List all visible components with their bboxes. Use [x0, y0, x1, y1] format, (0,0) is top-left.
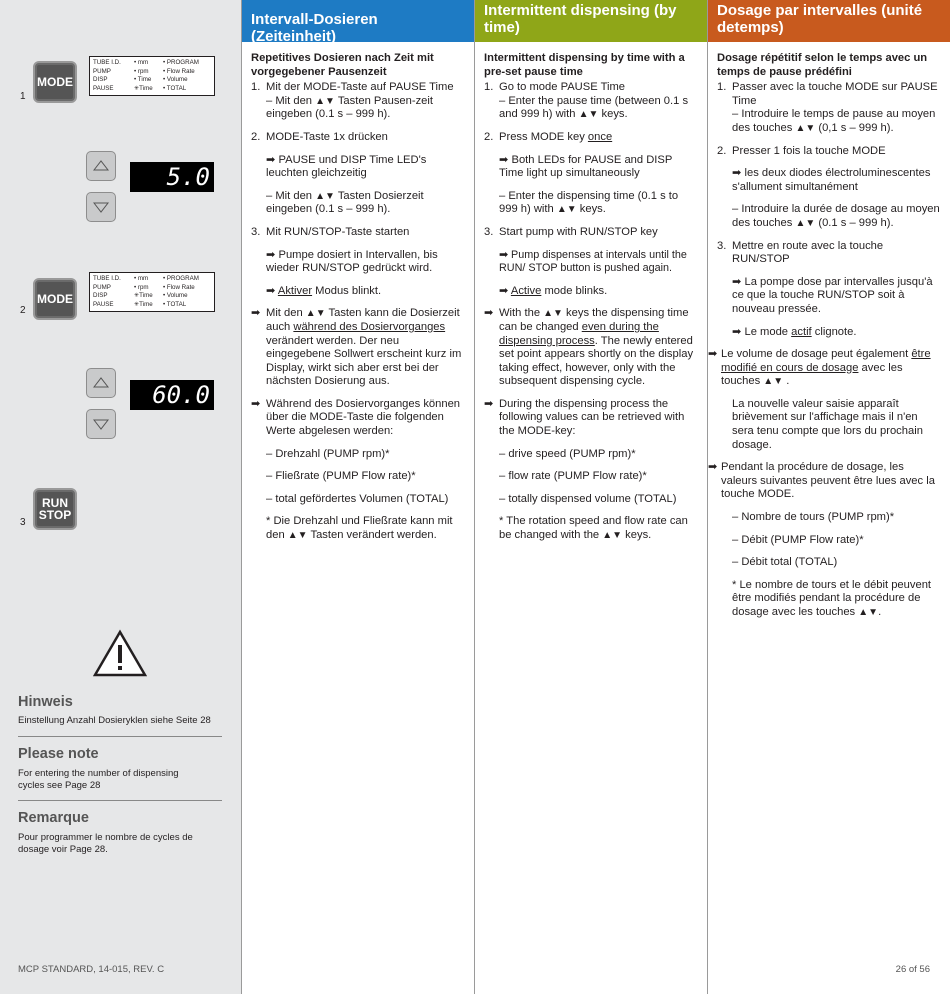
- up-down-icon: ▲▼: [305, 308, 326, 320]
- panel-cell: • rpm: [134, 283, 149, 291]
- arrow-right-icon: ➡: [732, 325, 742, 338]
- arrow-right-icon: ➡: [266, 248, 276, 261]
- step-2: 2. MODE-Taste 1x drücken: [251, 130, 388, 143]
- step-text: MODE-Taste 1x drücken: [266, 130, 388, 143]
- panel-cell: ✳Time: [134, 84, 153, 92]
- divider: [18, 736, 222, 737]
- note-text: La nouvelle valeur saisie apparaît brièvement sur l'affichage mais il n'en sera tenu compte que lors du prochain dosage.: [732, 397, 923, 451]
- divider: [18, 800, 222, 801]
- list-item: – Drehzahl (PUMP rpm)*: [266, 447, 390, 460]
- arrow-right-icon: ➡: [732, 275, 742, 288]
- note: ➡ With the ▲▼ keys the dispensing time can be changed even during the dispensing process. The newly entered set point appears shortly on the display taking effect, however, only with the subsequent dispensing cycle.: [484, 307, 694, 388]
- french-column: [708, 0, 950, 994]
- arrow-right-icon: ➡: [484, 307, 494, 320]
- document-id: MCP STANDARD, 14-015, REV. C: [18, 964, 165, 975]
- step-2: 2. Press MODE key once: [484, 130, 613, 143]
- panel-cell: PAUSE: [93, 300, 114, 308]
- run-stop-button: [33, 488, 77, 530]
- panel-cell: • Volume: [163, 292, 188, 299]
- arrow-right-icon: ➡: [708, 461, 718, 474]
- panel-cell: • TOTAL: [163, 84, 187, 92]
- panel-cell: • Time: [134, 76, 152, 83]
- list-item: – drive speed (PUMP rpm)*: [499, 447, 636, 460]
- step-1: 1. Mit der MODE-Taste auf PAUSE Time – Mit den ▲▼ Tasten Pausen-zeit eingeben (0.1 s – 999 h).: [251, 81, 454, 121]
- note-title: Hinweis: [18, 694, 73, 710]
- result: ➡ Aktiver Modus blinkt.: [266, 284, 382, 297]
- down-arrow-icon: [87, 410, 115, 438]
- panel-cell: TUBE I.D.: [93, 59, 121, 66]
- up-down-icon: ▲▼: [763, 376, 784, 388]
- panel-cell: • PROGRAM: [163, 275, 199, 282]
- english-column: [475, 0, 708, 994]
- panel-cell: • Flow Rate: [163, 67, 195, 75]
- note-text: Einstellung Anzahl Dosieryklen siehe Seite 28: [18, 715, 211, 726]
- note-text: Pour programmer le nombre de cycles de dosage voir Page 28.: [18, 832, 193, 855]
- mode-button: [33, 61, 77, 103]
- note-text: For entering the number of dispensing cycles see Page 28: [18, 768, 179, 791]
- up-down-icon: ▲▼: [556, 204, 577, 216]
- result: ➡ Le mode actif clignote.: [732, 325, 857, 338]
- up-down-icon: ▲▼: [543, 308, 563, 320]
- panel-cell: ✳Time: [134, 292, 153, 299]
- arrow-right-icon: ➡: [266, 153, 276, 166]
- note-title: Please note: [18, 746, 99, 762]
- down-button: [86, 409, 116, 439]
- german-title: Intervall-Dosieren (Zeiteinheit): [242, 0, 474, 42]
- list-item: – Débit total (TOTAL): [732, 556, 838, 569]
- step-text: Mit RUN/STOP-Taste starten: [266, 225, 410, 238]
- list-item: – Débit (PUMP Flow rate)*: [732, 533, 864, 546]
- step-number: 2: [20, 305, 26, 316]
- up-down-icon: ▲▼: [602, 530, 623, 542]
- mode-label: MODE: [37, 292, 73, 306]
- down-button: [86, 192, 116, 222]
- up-down-icon: ▲▼: [578, 109, 599, 121]
- panel-cell: ✳Time: [134, 300, 153, 308]
- step-1: 1. Go to mode PAUSE Time – Enter the pause time (between 0.1 s and 999 h) with ▲▼ keys.: [484, 81, 689, 121]
- step-number: 3: [20, 517, 26, 528]
- up-down-icon: ▲▼: [858, 607, 879, 618]
- german-column: [242, 0, 475, 994]
- note-title: Remarque: [18, 810, 89, 826]
- intro: Intermittent dispensing by time with a pre-set pause time: [484, 52, 685, 78]
- step-1: 1. Passer avec la touche MODE sur PAUSE Time – Introduire le temps de pause au moyen des touches ▲▼ (0,1 s – 999 h).: [717, 81, 938, 134]
- display: 5.0: [130, 162, 214, 192]
- arrow-right-icon: ➡: [732, 167, 742, 180]
- panel-cell: • mm: [134, 275, 149, 282]
- panel-cell: PUMP: [93, 283, 111, 291]
- list-item: – totally dispensed volume (TOTAL): [499, 492, 677, 505]
- french-title: Dosage par intervalles (unité detemps): [708, 0, 950, 42]
- footnote: * The rotation speed and flow rate can be changed with the ▲▼ keys.: [499, 515, 688, 542]
- result: ➡ Active mode blinks.: [499, 284, 608, 297]
- up-button: [86, 368, 116, 398]
- status-panel: [89, 272, 215, 312]
- run-label: RUN: [42, 496, 68, 510]
- result: ➡ La pompe dose par intervalles jusqu'à ce que la touche RUN/STOP soit à nouveau pressée.: [732, 275, 933, 315]
- up-down-icon: ▲▼: [795, 122, 816, 134]
- panel-cell: • mm: [134, 59, 149, 66]
- mode-label: MODE: [37, 75, 73, 89]
- list-item: – total gefördertes Volumen (TOTAL): [266, 492, 449, 505]
- panel-cell: • rpm: [134, 67, 149, 75]
- up-down-icon: ▲▼: [795, 217, 816, 229]
- display: 60.0: [130, 380, 214, 410]
- mode-button: [33, 278, 77, 320]
- panel-cell: • Volume: [163, 76, 188, 83]
- arrow-right-icon: ➡: [499, 284, 509, 297]
- down-arrow-icon: [87, 193, 115, 221]
- up-button: [86, 151, 116, 181]
- step-number: 1: [20, 91, 26, 102]
- panel-cell: DISP: [93, 76, 108, 83]
- substep: – Mit den ▲▼ Tasten Dosierzeit eingeben (0.1 s – 999 h).: [266, 189, 424, 216]
- arrow-right-icon: ➡: [708, 348, 718, 361]
- panel-cell: • TOTAL: [163, 300, 187, 308]
- list-item: – flow rate (PUMP Flow rate)*: [499, 470, 647, 483]
- step-3: 3. Start pump with RUN/STOP key: [484, 225, 658, 238]
- sidebar: [0, 0, 242, 994]
- arrow-right-icon: ➡: [484, 397, 494, 410]
- stop-label: STOP: [38, 508, 72, 522]
- note: ➡ During the dispensing process the following values can be retrieved with the MODE-key:: [484, 397, 685, 438]
- panel-cell: DISP: [93, 292, 108, 299]
- intro: Repetitives Dosieren nach Zeit mit vorgegebener Pausenzeit: [251, 52, 434, 78]
- up-down-icon: ▲▼: [287, 530, 308, 542]
- up-down-icon: ▲▼: [315, 190, 335, 202]
- step-2: 2. Presser 1 fois la touche MODE: [717, 144, 886, 157]
- status-panel: [89, 56, 215, 96]
- step-3: 3. Mit RUN/STOP-Taste starten: [251, 225, 410, 238]
- list-item: – Nombre de tours (PUMP rpm)*: [732, 511, 895, 524]
- footnote: * Le nombre de tours et le débit peuvent être modifiés pendant la procédure de dosage avec les touches ▲▼.: [732, 578, 932, 618]
- panel-cell: PUMP: [93, 67, 111, 75]
- arrow-right-icon: ➡: [499, 153, 509, 166]
- intro: Dosage répétitif selon le temps avec un temps de pause prédéfini: [717, 52, 928, 78]
- arrow-right-icon: ➡: [499, 248, 509, 261]
- page-number: 26 of 56: [895, 964, 930, 975]
- up-arrow-icon: [87, 152, 115, 180]
- list-item: – Fließrate (PUMP Flow rate)*: [266, 470, 416, 483]
- footnote: * Die Drehzahl und Fließrate kann mit den ▲▼ Tasten verändert werden.: [266, 515, 453, 542]
- panel-cell: PAUSE: [93, 84, 114, 92]
- note: ➡ Während des Dosiervorganges können über die MODE-Taste die folgenden Werte abgelesen werden:: [251, 397, 461, 438]
- result: ➡ les deux diodes électroluminescentes s'allument simultanément: [732, 167, 931, 193]
- note: ➡ Pendant la procédure de dosage, les valeurs suivantes peuvent être lues avec la touche MODE.: [708, 461, 935, 501]
- warning-icon: [93, 629, 147, 677]
- up-arrow-icon: [87, 369, 115, 397]
- note: ➡ Le volume de dosage peut également être modifié en cours de dosage avec les touches ▲▼ .: [708, 348, 931, 388]
- step-3: 3. Mettre en route avec la touche RUN/STOP: [717, 239, 884, 266]
- up-down-icon: ▲▼: [315, 95, 335, 107]
- result: ➡ PAUSE und DISP Time LED's leuchten gleichzeitig: [266, 153, 427, 180]
- result: ➡ Pump dispenses at intervals until the RUN/ STOP button is pushed again.: [499, 248, 687, 275]
- english-title: Intermittent dispensing (by time): [475, 0, 707, 42]
- substep: – Enter the dispensing time (0.1 s to 999 h) with ▲▼ keys.: [499, 189, 679, 216]
- arrow-right-icon: ➡: [251, 397, 261, 410]
- substep: – Introduire la durée de dosage au moyen des touches ▲▼ (0.1 s – 999 h).: [732, 203, 940, 229]
- panel-cell: TUBE I.D.: [93, 275, 121, 282]
- arrow-right-icon: ➡: [251, 307, 261, 320]
- arrow-right-icon: ➡: [266, 284, 276, 297]
- result: ➡ Both LEDs for PAUSE and DISP Time light up simultaneously: [499, 153, 673, 180]
- panel-cell: • Flow Rate: [163, 283, 195, 291]
- step-text: Mit der MODE-Taste auf PAUSE Time: [266, 81, 454, 94]
- note: ➡ Mit den ▲▼ Tasten kann die Dosierzeit auch während des Dosiervorganges verändert werden. Der neu eingegebene Sollwert erscheint kurz im Display, wirkt sich aber erst bei der nächsten Dosierung aus.: [251, 307, 462, 388]
- result: ➡ Pumpe dosiert in Intervallen, bis wieder RUN/STOP gedrückt wird.: [266, 248, 438, 275]
- panel-cell: • PROGRAM: [163, 59, 199, 66]
